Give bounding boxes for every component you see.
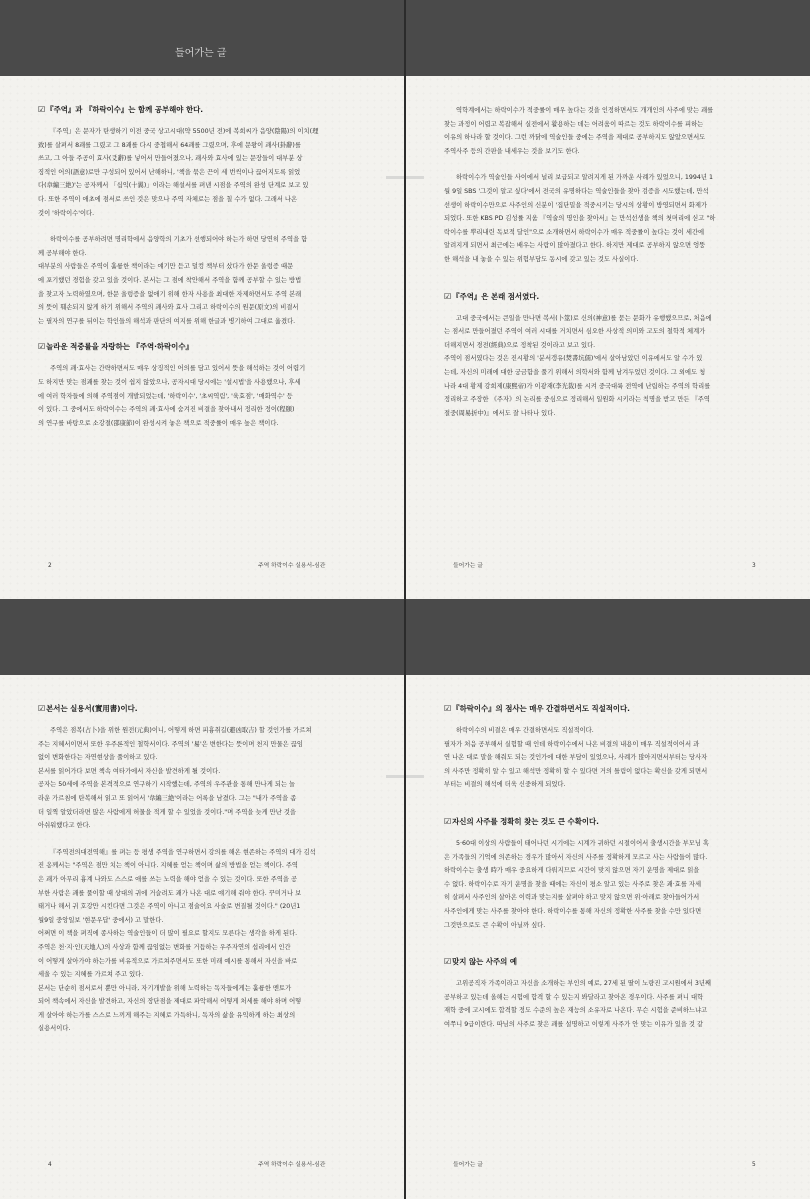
body-paragraph: 고위공직자 가족이라고 자신을 소개하는 부인의 예로, 27세 된 딸이 노량진 고시원에서 3년째 공부하고 있는데 올해는 시험에 합격 할 수 있는지 봐달라고 찾아온 경우이다. 사주를 펴니 대학 재학 중에 고시에도 합격할 정도 수준의 높은 재능의 소유자로 나온다. 무슨 시험을 준비하느냐고 여쭈니 9급이란다. 따님의 사주로 찾은 괘를 설명하고 이렇게 사주가 안 맞는 이유가 있을 것 같 <box>444 980 712 1028</box>
page-content <box>444 703 774 1045</box>
page-left <box>0 675 404 1199</box>
page-edge-mark <box>406 775 424 778</box>
body-paragraph: 하락이수의 비결은 매우 간결하면서도 직설적이다. 필자가 처음 공부해서 실험할 때 인데 하락이수에서 나온 비결의 내용이 매우 직설적이어서 과 연 나온 대로 말을 해줘도 되는 것인가에 대한 부담이 있었으나, 사례가 많아지면서부터는 당사자 의 사주만 정확히 알 수 있고 해석만 정확히 할 수 있다면 거의 틀림이 없다는 확신을 갖게 되면서 부터는 비결의 해석에 더욱 신중하게 되었다. <box>444 727 708 789</box>
section-heading-text: 본서는 실용서(實用書)이다. <box>46 704 138 713</box>
checkbox-icon: ☑ <box>38 342 46 352</box>
checkbox-icon: ☑ <box>38 105 46 114</box>
section-heading <box>38 703 368 714</box>
section-heading-text: 『주역』은 본래 점서였다. <box>452 291 540 301</box>
body-paragraph: 『주역전의대전역해』를 펴는 등 평생 주역을 연구하면서 강의를 해온 현존하는 주역의 대가 김석 진 옹께서는 "주역은 점만 치는 책이 아니다. 지혜를 얻는 책이며 삶의 방법을 얻는 책이다. 주역 은 괘가 아무리 흉계 나와도 스스로 애를 쓰는 노력을 해야 얻을 수 있는 것이다. 또한 주역을 공 부한 사람은 괘를 풀이할 때 상대의 귀에 거슬려도 괘가 나온 대로 얘기해 줘야 한다. 꾸미거나 보 태거나 해서 귀 호강만 시킨다면 그것은 주역이 아니고 점술이요 사술로 변질될 것이다." (20년1 월9일 중앙일보 '현문우답' 중에서) 고 말한다. 어쩌면 이 책을 펴직에 종사하는 역술인들이 더 많이 필요로 할지도 모른다는 생각을 하게 된다. 주역은 천·지·인(天地人)의 사상과 함께 끊임없는 변화를 거듭하는 우주자연의 섭리에서 인간 이 어떻게 살아가야 하는가를 비유적으로 가르쳐주면서도 또한 미래 예시를 통해서 자신을 바로 세울 수 있는 지혜를 가르쳐 주고 있다. 본서는 단순히 점서로서 뿐만 아니라, 자기개발을 위해 노력하는 독자들에게는 훌륭한 멘토가 되어 책속에서 자신을 발견하고, 자신의 장단점을 제대로 파악해서 어떻게 처세를 해야 하며 어떻 게 살아야 하는가를 스스로 느끼게 해주는 지혜로 가득하니, 독자의 삶을 유익하게 하는 최상의 실용서이다. <box>38 848 316 1033</box>
body-paragraph: 5·60대 이상의 사람들이 태어나던 시기에는 시계가 귀하던 시절이어서 출생시간을 부모님 혹 은 가족들의 기억에 의존하는 경우가 많아서 자신의 사주를 정확하게 모르고 사는 사람들이 많다. 하락이수는 출생 時가 매우 중요하게 다뤄지므로 시간이 맞지 않으면 자기 운명을 제대로 읽을 수 없다. 하락이수로 자기 운명을 찾을 때에는 자신이 평소 알고 있는 사주로 찾은 괘·효를 자세 히 살펴서 사주인의 살아온 이력과 맞는지를 살펴야 하고 맞지 않으면 위·아래로 찾아들어가서 사주인에게 맞는 사주를 찾아야 한다. 하락이수를 통해 자신의 정확한 사주를 찾을 수만 있다면 그것만으로도 큰 수확이 아닐까 싶다. <box>444 839 710 929</box>
body-paragraph: 역학계에서는 하락이수가 적중률이 매우 높다는 것을 인정하면서도 개개인의 사주에 맞는 괘를 찾는 과정이 어렵고 복잡해서 실전에서 활용하는 데는 어려움이 따르는 것도 하락이수를 피하는 이유의 하나라 할 것이다. 그런 까닭에 역술인들 중에는 주역을 제대로 공부하지도 않았으면서도 주역사주 등의 간판을 내세우는 것을 보기도 한다. <box>444 107 714 155</box>
spread-pages-4-5 <box>0 599 810 1199</box>
page-edge-mark <box>406 176 424 179</box>
running-title: 들어가는 글 <box>453 563 483 569</box>
section-heading <box>38 341 368 352</box>
page-content <box>38 703 368 1049</box>
page-number: 2 <box>48 563 52 569</box>
page-content <box>38 104 368 443</box>
checkbox-icon: ☑ <box>38 704 46 713</box>
body-paragraph: 주역의 괘·효사는 간략하면서도 매우 상징적인 어의를 담고 있어서 뜻을 해석하는 것이 어렵기 도 하지만 맞는 점괘를 찾는 것이 쉽지 않았으나, 공자시대 당시에는 '설시법'을 사용했으나, 후세 에 여러 학자들에 의해 주역점이 개발되었는데, '하락이수', '초씨역림', '육효점', '매화역수' 등 이 있다. 그 중에서도 하락이수는 주역의 괘·효사에 숨겨진 비결을 찾아내서 정리한 정이(程頤) 의 연구를 바탕으로 소강절(邵康節)이 완성시켜 놓은 책으로 적중률이 매우 높은 책이다. <box>38 365 306 427</box>
page-right <box>406 76 810 600</box>
page-number: 3 <box>752 563 756 569</box>
body-paragraph: 하락이수를 공부하려면 명리학에서 음양학의 기초가 선행되어야 하는가 하면 당연히 주역을 함 께 공부해야 한다. 대부분의 사람들은 주역이 훌륭한 책이라는 얘기만 듣고 덜컹 책부터 샀다가 한문 울렁증 때문 에 포기했던 경험을 갖고 있을 것이다. 본서는 그 점에 착안해서 주역을 함께 공부할 수 있는 방법 을 찾고자 노력하였으며, 한문 울렁증을 없애기 위해 한자 사용을 최대한 자제하면서도 주역 본래 의 뜻이 훼손되지 않게 하기 위해서 주역의 괘사와 효사 그리고 하락이수의 원문(原文)의 비결서 는 필자의 연구를 뒤이는 학인들의 해석과 판단의 여지를 위해 한글과 병기하여 그대로 옮겼다. <box>38 236 308 325</box>
checkbox-icon: ☑ <box>444 704 452 713</box>
section-heading-text: 『주역』과 『하락이수』는 함께 공부해야 한다. <box>46 105 204 114</box>
checkbox-icon: ☑ <box>444 957 452 967</box>
running-title: 들어가는 글 <box>453 1162 483 1168</box>
section-heading <box>38 104 368 115</box>
page-right <box>406 675 810 1199</box>
section-heading <box>444 703 774 714</box>
page-edge-mark <box>386 176 404 179</box>
header-title: 들어가는 글 <box>175 48 227 59</box>
section-heading-text: 맞지 않는 사주의 예 <box>452 957 518 967</box>
section-heading <box>444 816 774 827</box>
body-paragraph: 주역은 점복(占卜)을 위한 원전(元典)이니, 어떻게 하면 피흉취길(避凶取吉) 할 것인가를 가르쳐 주는 지혜서이면서 또한 우주론적인 철학서이다. 주역의 '易'은 변한다는 뜻이며 천지 만물은 끊임 없이 변화한다는 자연현상을 풀이하고 있다. 본서를 읽어가다 보면 책속 여타가에서 자신을 발견하게 될 것이다. 공자는 50세에 주역을 본격적으로 연구하기 시작했는데, 주역의 우주관을 통해 만나게 되는 놀 라운 가르침에 탄복해서 읽고 또 읽어서 '韋編三絶'이라는 어록을 남겼다. 그는 "내가 주역을 좀 더 일찍 알았더라면 많은 사람에게 허물을 적게 할 수 있었을 것이다."며 주역을 늦게 만난 것을 아쉬워했다고 한다. <box>38 727 312 830</box>
section-heading-text: 자신의 사주를 정확히 찾는 것도 큰 수확이다. <box>452 816 599 826</box>
section-heading <box>444 291 774 302</box>
page-content <box>444 104 774 433</box>
running-title: 주역 하락이수 실용서-심관 <box>258 563 326 569</box>
page-number: 5 <box>752 1162 756 1168</box>
running-title: 주역 하락이수 실용서-심관 <box>258 1162 326 1168</box>
page-left <box>0 76 404 600</box>
body-paragraph: 『주역』은 문자가 탄생하기 이전 중국 상고시대(약 5500년 전)에 복희씨가 음양(陰陽)의 이치(理 致)를 살펴서 8괘를 그렸고 그 8괘를 다시 중첩해서 64괘를 그렸으며, 후에 문왕이 괘사(卦辭)를 쓰고, 그 아들 주공이 효사(爻辭)를 넣어서 만들어졌으나, 괘사와 효사에 있는 문장들이 대부분 상 징적인 어의(語意)로만 구성되어 있어서 난해하니, '책을 묶은 끈이 세 번씩이나 끊어지도록 읽었 다(韋編三絶)'는 공자께서 「십익(十翼)」이라는 해설서를 펴낸 시점을 주역의 완성 단계로 보고 있 다. 또한 주역이 애초에 점서로 쓰인 것은 맞으나 주역 자체로는 점을 칠 수가 없다. 그래서 나온 것이 '하락이수'이다. <box>38 128 319 217</box>
section-heading-text: 『하락이수』의 점사는 매우 간결하면서도 직설적이다. <box>452 704 630 713</box>
page-number: 4 <box>48 1162 52 1168</box>
checkbox-icon: ☑ <box>444 816 452 826</box>
body-paragraph: 하락이수가 역술인들 사이에서 널리 보급되고 알려지게 된 가까운 사례가 있었으니, 1994년 1 월 9일 SBS '그것이 알고 싶다'에서 전국의 유명하다는 역술인들을 찾아 검증을 시도했는데, 만석 선생이 하락이수만으로 사주인의 신분이 '집단밀을 적중시키는 당시의 상황이 방영되면서 화제가 되었다. 또한 KBS PD 김성률 지움 『역술의 명인을 찾아서』는 만석선생을 책의 첫머리에 싣고 "하 락이수를 뿌리내린 독보적 달인"으로 소개하면서 하락이수가 매우 적중률이 높다는 것이 세간에 알려지게 되면서 최근에는 배우는 사람이 많아졌다고 한다. 하지만 제대로 공부하지 않으면 엉뚱 한 해석을 내 놓을 수 있는 위험부담도 동시에 갖고 있는 것도 사실이다. <box>444 174 716 263</box>
page-edge-mark <box>386 775 404 778</box>
section-heading <box>444 956 774 967</box>
checkbox-icon: ☑ <box>444 291 452 301</box>
section-heading-text: 놀라운 적중률을 자랑하는 『주역·하락이수』 <box>46 342 193 352</box>
body-paragraph: 고대 중국에서는 큰일을 만나면 복서(卜筮)로 신의(神意)를 묻는 문화가 유행했으므로, 처음에 는 점서로 만들어졌던 주역이 여러 시대를 거치면서 심오한 사상적 의미와 고도의 철학적 체계가 더해지면서 경전(經典)으로 정착된 것이라고 보고 있다. 주역이 점서였다는 것은 진시황의 '분서갱유(焚書坑儒)'에서 살아남았던 이유에서도 알 수가 있 는데, 자신의 미래에 대한 궁금함을 풀기 위해서 의학서와 함께 남겨두었던 것이다. 그 외에도 청 나라 4대 황제 강희제(康熙帝)가 이광재(李光裁)를 시켜 중국대륙 전역에 난립하는 주역의 학리를 정리하고 주장한 《주자》의 논리를 중심으로 정리해서 일원화 시키라는 칙명을 받고 만든 『주역 절중(周易折中)』에서도 잘 나타나 있다. <box>444 314 712 417</box>
